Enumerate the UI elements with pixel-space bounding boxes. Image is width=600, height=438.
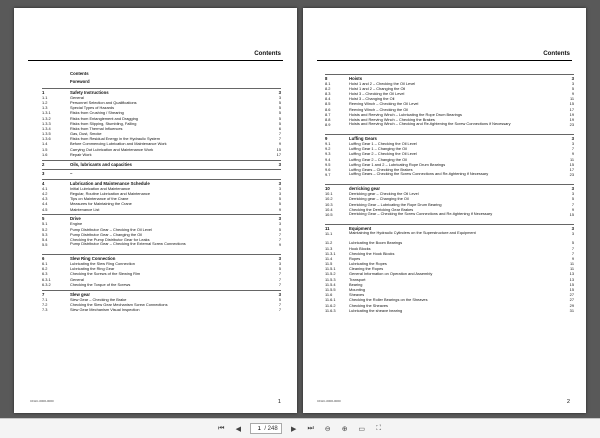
entry-title: Measures for Maintaining the Crane bbox=[70, 201, 132, 207]
entry-page: 3 bbox=[278, 191, 281, 196]
page-header: Contents bbox=[543, 50, 570, 57]
entry-page: 9 bbox=[278, 141, 281, 147]
entry-title: Luffing Gears – Checking the Screw Connections and Re-tightening if Necessary bbox=[349, 172, 489, 177]
entry-title: Lubricating the Ring Gear bbox=[70, 266, 115, 272]
entry-title: Cleaning the Ropes bbox=[349, 266, 384, 272]
entry-number: 11.5.2 bbox=[325, 271, 336, 277]
next-page-icon[interactable]: ▶ bbox=[290, 425, 297, 433]
entry-number: 10.4 bbox=[325, 206, 333, 212]
entry-number: 9.3 bbox=[325, 151, 331, 157]
entry-number: 4.5 bbox=[42, 206, 48, 212]
entry-page: 5 bbox=[278, 115, 281, 121]
page-number-input[interactable] bbox=[254, 426, 264, 432]
entry-page: 17 bbox=[276, 151, 281, 157]
viewer-toolbar bbox=[0, 418, 600, 438]
entry-number: 5.2 bbox=[42, 226, 48, 232]
entry-title: Risks from Residual Energy in the Hydraulic System bbox=[70, 136, 160, 142]
entry-number: 5.5 bbox=[42, 242, 48, 248]
toc-section[interactable] bbox=[42, 290, 281, 297]
entry-number: 9 bbox=[325, 136, 328, 142]
toc-entry[interactable] bbox=[325, 122, 574, 131]
entry-number: 9.5 bbox=[325, 161, 331, 167]
toc-section[interactable] bbox=[42, 169, 281, 176]
entry-page: 19 bbox=[569, 116, 574, 122]
document-page-2 bbox=[303, 8, 586, 413]
entry-page: 5 bbox=[278, 226, 281, 232]
entry-number: 5 bbox=[42, 216, 45, 222]
entry-page: 7 bbox=[278, 236, 281, 242]
toc-entry[interactable] bbox=[42, 282, 281, 287]
entry-title: Risks from Slipping, Stumbling, Falling bbox=[70, 120, 137, 126]
fullscreen-icon[interactable]: ⛶ bbox=[376, 424, 382, 432]
entry-page: 15 bbox=[569, 161, 574, 167]
entry-number: 7 bbox=[42, 291, 45, 297]
entry-number: 11.4 bbox=[325, 255, 333, 261]
entry-number: 4.1 bbox=[42, 185, 48, 191]
entry-title: Checking the Derricking Gear Brakes bbox=[349, 206, 414, 212]
entry-page: 3 bbox=[571, 80, 574, 86]
entry-page: 27 bbox=[569, 297, 574, 303]
toc-section[interactable] bbox=[42, 160, 281, 167]
entry-title: Hoists and Reeving Winch – Lubricating the Rope Drum Bearings bbox=[349, 111, 462, 117]
entry-page: 15 bbox=[569, 211, 574, 217]
entry-page: 11 bbox=[569, 261, 574, 267]
page-header: Contents bbox=[254, 50, 281, 57]
entry-title: Derricking Gear – Lubricating the Rope Drum Bearing bbox=[349, 201, 442, 207]
entry-page: 13 bbox=[569, 276, 574, 282]
entry-title: Slew Gear – Checking the Brake bbox=[70, 296, 127, 302]
entry-page: 17 bbox=[569, 106, 574, 112]
entry-page: 7 bbox=[278, 306, 281, 312]
entry-number: 1 bbox=[42, 89, 45, 95]
entry-title: Risks from Crushing / Shearing bbox=[70, 110, 124, 116]
entry-page: 7 bbox=[571, 250, 574, 256]
entry-title: Luffing Gear 2 – Checking the Oil Level bbox=[349, 151, 417, 157]
prev-page-icon[interactable]: ◀ bbox=[235, 425, 241, 433]
entry-number: 5.4 bbox=[42, 236, 48, 242]
entry-number: 11.5.1 bbox=[325, 266, 336, 272]
entry-title: Ropes bbox=[349, 255, 361, 261]
entry-title: Pump Distributor Gear – Changing the Oil bbox=[70, 231, 143, 237]
entry-title: General bbox=[70, 276, 84, 282]
entry-number: 5.3 bbox=[42, 231, 48, 237]
entry-title: Luffing Gear 1 and 2 – Lubricating Rope Drum Bearings bbox=[349, 161, 446, 167]
toc-heading: Foreword bbox=[70, 78, 90, 84]
entry-number: 4.4 bbox=[42, 201, 48, 207]
entry-page: 7 bbox=[278, 276, 281, 282]
entry-page: 5 bbox=[278, 99, 281, 105]
entry-number: 10.2 bbox=[325, 196, 333, 202]
entry-page: 7 bbox=[278, 231, 281, 237]
entry-number: 8.5 bbox=[325, 101, 331, 107]
entry-number: 6.1 bbox=[42, 261, 48, 267]
toc-heading: Contents bbox=[70, 71, 89, 76]
entry-title: Checking the Pump Distributor Gear for Leaks bbox=[70, 236, 150, 242]
entry-number: 11.5.3 bbox=[325, 276, 336, 282]
entry-number: 6.3.1 bbox=[42, 276, 51, 282]
entry-page: 5 bbox=[278, 196, 281, 202]
entry-number: 11.5.5 bbox=[325, 287, 336, 292]
zoom-out-icon[interactable]: ⊖ bbox=[324, 425, 331, 433]
entry-page: 3 bbox=[278, 221, 281, 227]
entry-page: 11 bbox=[569, 266, 574, 272]
entry-number: 11.1 bbox=[325, 230, 333, 236]
entry-page: 3 bbox=[571, 191, 574, 197]
entry-number: 1.3.1 bbox=[42, 110, 51, 116]
entry-number: 2 bbox=[42, 161, 45, 167]
entry-number: 7.2 bbox=[42, 301, 48, 307]
zoom-in-icon[interactable]: ⊕ bbox=[341, 425, 348, 433]
entry-number: 11.5 bbox=[325, 261, 333, 267]
entry-number: 4 bbox=[42, 180, 45, 186]
entry-title: Hoists bbox=[349, 75, 363, 81]
entry-number: 11.3 bbox=[325, 245, 333, 251]
entry-page: 3 bbox=[278, 256, 281, 262]
toc-list bbox=[42, 70, 281, 312]
entry-page: 5 bbox=[278, 201, 281, 207]
entry-title: Tips on Maintenance of the Crane bbox=[70, 196, 129, 202]
toc-entry[interactable] bbox=[42, 152, 281, 157]
entry-page: 9 bbox=[571, 206, 574, 212]
entry-number: 6.3 bbox=[42, 271, 48, 277]
entry-title: Slew gear bbox=[70, 291, 91, 297]
entry-title: Lubricating the Ropes bbox=[349, 261, 387, 267]
entry-number: 1.3.3 bbox=[42, 120, 51, 126]
toc-section[interactable] bbox=[325, 224, 574, 231]
entry-title: Checking the Roller Bearings on the Sheaves bbox=[349, 297, 428, 303]
entry-number: 8.9 bbox=[325, 122, 331, 128]
entry-title: Oils, lubricants and capacities bbox=[70, 161, 132, 167]
entry-page: 23 bbox=[569, 122, 574, 128]
entry-page: 7 bbox=[278, 281, 281, 287]
entry-page: 7 bbox=[571, 245, 574, 251]
toc-section[interactable] bbox=[42, 88, 281, 95]
entry-title: – bbox=[70, 171, 73, 177]
entry-title: Initial Lubrication and Maintenance bbox=[70, 185, 131, 191]
entry-page: 5 bbox=[278, 110, 281, 116]
entry-page: 5 bbox=[278, 266, 281, 272]
entry-number: 8.3 bbox=[325, 90, 331, 96]
header-rule bbox=[28, 60, 283, 61]
entry-page: 3 bbox=[278, 89, 281, 95]
entry-page: 7 bbox=[278, 136, 281, 142]
entry-title: Slew Gear Mechanism Visual Inspection bbox=[70, 306, 140, 312]
entry-page: 15 bbox=[569, 287, 574, 292]
toc-section[interactable] bbox=[325, 134, 574, 141]
document-page-1 bbox=[14, 8, 297, 413]
entry-page: 15 bbox=[276, 146, 281, 152]
entry-number: 11.6.1 bbox=[325, 297, 336, 303]
entry-title: Special Types of Hazards bbox=[70, 105, 115, 111]
toc-entry[interactable] bbox=[42, 307, 281, 312]
entry-number: 9.4 bbox=[325, 156, 331, 162]
entry-page: 3 bbox=[278, 161, 281, 167]
entry-title: Lubricating the sheave bearing bbox=[349, 307, 403, 313]
first-page-icon[interactable]: ⏮ bbox=[218, 424, 225, 432]
entry-number: 10.1 bbox=[325, 191, 333, 197]
entry-title: Repair Work bbox=[70, 151, 92, 157]
entry-number: 1.3.5 bbox=[42, 131, 51, 137]
entry-number: 4.2 bbox=[42, 191, 48, 196]
entry-title: Regular, Routine Lubrication and Maintenance bbox=[70, 191, 151, 196]
entry-title: Luffing Gear 1 – Changing the Oil bbox=[349, 146, 407, 152]
entry-title: Carrying Out Lubrication and Maintenance Work bbox=[70, 146, 154, 152]
entry-number: 6.2 bbox=[42, 266, 48, 272]
entry-page: 13 bbox=[569, 271, 574, 277]
toc-section[interactable] bbox=[42, 254, 281, 261]
entry-title: Reeving Winch – Checking the Oil Level bbox=[349, 101, 419, 107]
entry-page: 9 bbox=[571, 90, 574, 96]
entry-title: Lubrication and Maintenance Schedule bbox=[70, 180, 150, 186]
entry-number: 3 bbox=[42, 171, 45, 177]
entry-page: 19 bbox=[569, 111, 574, 117]
entry-page: 5 bbox=[278, 120, 281, 126]
footer-code: CFHC-0000-0000 bbox=[317, 399, 341, 403]
page-number: 2 bbox=[566, 399, 570, 405]
entry-number: 9.2 bbox=[325, 146, 331, 152]
entry-number: 8.7 bbox=[325, 111, 331, 117]
fit-page-icon[interactable]: ▭ bbox=[358, 425, 365, 433]
entry-title: Hoist 1 and 2 – Checking the Oil Level bbox=[349, 80, 416, 86]
entry-page: 17 bbox=[569, 167, 574, 173]
entry-title: Sheaves bbox=[349, 292, 365, 298]
entry-page: 5 bbox=[571, 85, 574, 91]
entry-title: Lubricating the Boom Bearings bbox=[349, 240, 403, 246]
entry-title: Checking the Slew Gear Mechanism Screw Connections bbox=[70, 301, 168, 307]
entry-page: 9 bbox=[278, 242, 281, 248]
entry-title: Checking the Sheaves bbox=[349, 302, 388, 308]
entry-number: 11.6.2 bbox=[325, 302, 336, 308]
entry-title: Hoist 1 and 2 – Changing the Oil bbox=[349, 85, 406, 91]
toc-list bbox=[325, 71, 574, 313]
entry-page: 7 bbox=[571, 146, 574, 152]
entry-page: 29 bbox=[569, 302, 574, 308]
entry-page: 3 bbox=[278, 185, 281, 191]
entry-page: 15 bbox=[569, 101, 574, 107]
entry-page: 23 bbox=[569, 172, 574, 178]
entry-number: 1.3.6 bbox=[42, 136, 51, 142]
entry-page: 3 bbox=[571, 230, 574, 236]
entry-number: 11.3.1 bbox=[325, 250, 336, 256]
entry-title: derricking gear bbox=[349, 186, 381, 192]
entry-page: 5 bbox=[278, 296, 281, 302]
entry-number: 1.1 bbox=[42, 94, 48, 100]
entry-number: 11.2 bbox=[325, 240, 333, 246]
entry-title: Hook Blocks bbox=[349, 245, 371, 251]
entry-number: 10.3 bbox=[325, 201, 333, 207]
entry-title: Risks from Entanglement and Dragging bbox=[70, 115, 138, 121]
entry-page: 27 bbox=[569, 292, 574, 298]
entry-title: Equipment bbox=[349, 225, 372, 231]
entry-title: Hoists and Reeving Winch – Checking and Re-tightening the Screw Connections if Necessary bbox=[349, 122, 511, 127]
entry-title: Drive bbox=[70, 216, 81, 222]
entry-title: Luffing Gears bbox=[349, 136, 377, 142]
entry-title: Reeving Winch – Checking the Oil bbox=[349, 106, 409, 112]
entry-number: 11.6 bbox=[325, 292, 333, 298]
entry-number: 1.3.4 bbox=[42, 125, 51, 131]
entry-page bbox=[271, 170, 281, 176]
entry-title: Hoist 3 – Changing the Oil bbox=[349, 96, 395, 102]
entry-number: 1.4 bbox=[42, 141, 48, 147]
entry-title: Hoists and Reeving Winch – Checking the Brakes bbox=[349, 116, 435, 122]
entry-number: 11 bbox=[325, 225, 330, 231]
entry-page: 3 bbox=[571, 141, 574, 147]
toc-section[interactable] bbox=[325, 74, 574, 81]
entry-page: 9 bbox=[571, 255, 574, 261]
entry-page: 3 bbox=[278, 94, 281, 100]
page-indicator bbox=[250, 423, 281, 434]
entry-title: Maintenance List bbox=[70, 206, 100, 212]
entry-number: 10 bbox=[325, 186, 330, 192]
entry-number: 10.5 bbox=[325, 211, 333, 217]
toc-entry[interactable] bbox=[325, 172, 574, 181]
entry-title: Pump Distributor Gear – Checking the External Screw Connections bbox=[70, 242, 186, 247]
entry-page: 5 bbox=[571, 196, 574, 202]
entry-number: 8.8 bbox=[325, 116, 331, 122]
entry-title: Engine bbox=[70, 221, 83, 227]
entry-number: 9.6 bbox=[325, 167, 331, 173]
entry-page: 3 bbox=[571, 136, 574, 142]
entry-title: Slew Ring Connection bbox=[70, 256, 116, 262]
entry-title: Lubricating the Slew Ring Connection bbox=[70, 261, 135, 267]
toc-entry[interactable] bbox=[42, 207, 281, 212]
entry-page: 5 bbox=[278, 105, 281, 111]
entry-title: General bbox=[70, 94, 84, 100]
toc-entry[interactable] bbox=[325, 212, 574, 221]
entry-title: Checking the Torque of the Screws bbox=[70, 281, 131, 287]
toc-section[interactable] bbox=[325, 184, 574, 191]
entry-number: 11.5.4 bbox=[325, 281, 336, 287]
entry-title: Personnel Selection and Qualifications bbox=[70, 99, 137, 105]
entry-number: 1.6 bbox=[42, 151, 48, 157]
entry-title: Before Commencing Lubrication and Maintenance Work bbox=[70, 141, 167, 147]
entry-page: 3 bbox=[278, 261, 281, 267]
entry-number: 8.1 bbox=[325, 80, 331, 86]
entry-number: 4.3 bbox=[42, 196, 48, 202]
entry-page: 7 bbox=[278, 131, 281, 137]
entry-number: 8.4 bbox=[325, 96, 331, 102]
entry-page: 6 bbox=[278, 125, 281, 131]
entry-page: 31 bbox=[569, 307, 574, 313]
entry-title: Luffing Gears – Checking the Brakes bbox=[349, 167, 413, 173]
toc-entry[interactable] bbox=[42, 242, 281, 251]
entry-page: 3 bbox=[571, 225, 574, 231]
page-number: 1 bbox=[277, 399, 281, 405]
header-rule bbox=[317, 60, 572, 61]
entry-title: Checking the Screws of the Slewing Rim bbox=[70, 271, 141, 277]
entry-number: 1.2 bbox=[42, 99, 48, 105]
entry-page: 3 bbox=[571, 75, 574, 81]
entry-page: 7 bbox=[278, 301, 281, 307]
toc-entry[interactable] bbox=[325, 231, 574, 240]
entry-page: 9 bbox=[571, 151, 574, 157]
entry-number: 11.6.3 bbox=[325, 307, 336, 313]
entry-number: 8.2 bbox=[325, 85, 331, 91]
entry-title: Bearing bbox=[349, 281, 363, 287]
entry-number: 6 bbox=[42, 256, 45, 262]
entry-number: 1.3.2 bbox=[42, 115, 51, 121]
entry-number: 8.6 bbox=[325, 106, 331, 112]
footer-code: CFHC-0000-0000 bbox=[30, 399, 54, 403]
entry-number: 9.7 bbox=[325, 172, 331, 178]
entry-title: Safety Instructions bbox=[70, 89, 109, 95]
toc-entry[interactable] bbox=[325, 308, 574, 313]
entry-title: Hoist 3 – Checking the Oil Level bbox=[349, 90, 405, 96]
entry-number: 7.1 bbox=[42, 296, 48, 302]
entry-title: Checking the Hook Blocks bbox=[349, 250, 395, 256]
entry-number: 9.1 bbox=[325, 141, 331, 147]
entry-title: General Information on Operation and Assembly bbox=[349, 271, 433, 277]
entry-title: Maintaining the Hydraulic Cylinders on the Superstructure and Equipment bbox=[349, 230, 476, 235]
entry-title: Gas, Dust, Smoke bbox=[70, 131, 102, 137]
entry-number: 7.3 bbox=[42, 306, 48, 312]
page-total: / 248 bbox=[264, 425, 278, 432]
entry-page: 3 bbox=[278, 180, 281, 186]
entry-page: 3 bbox=[278, 216, 281, 222]
entry-title: Luffing Gear 1 – Checking the Oil Level bbox=[349, 141, 417, 147]
toc-section[interactable] bbox=[42, 214, 281, 221]
entry-title: Derricking gear – Checking the Oil Level bbox=[349, 191, 419, 197]
entry-number: 5.1 bbox=[42, 221, 48, 227]
entry-title: Pump Distributor Gear – Checking the Oil Level bbox=[70, 226, 152, 232]
entry-page: 9 bbox=[278, 206, 281, 212]
entry-page: 3 bbox=[571, 186, 574, 192]
last-page-icon[interactable]: ⏭ bbox=[307, 424, 314, 432]
entry-page: 5 bbox=[571, 240, 574, 246]
entry-page: 7 bbox=[278, 271, 281, 277]
entry-number: 8 bbox=[325, 75, 328, 81]
entry-title: Luffing Gear 2 – Changing the Oil bbox=[349, 156, 407, 162]
entry-title: Risks from Thermal Influences bbox=[70, 125, 123, 131]
entry-title: Derricking gear – Changing the Oil bbox=[349, 196, 409, 202]
entry-number: 6.3.2 bbox=[42, 281, 51, 287]
entry-title: Transport bbox=[349, 276, 366, 282]
entry-title: Derricking Gear – Checking the Screw Connections and Re-tightening if Necessary bbox=[349, 211, 493, 216]
entry-page: 3 bbox=[278, 291, 281, 297]
entry-page: 15 bbox=[569, 281, 574, 287]
entry-number: 1.5 bbox=[42, 146, 48, 152]
entry-number: 1.3 bbox=[42, 105, 48, 111]
entry-title: Mounting bbox=[349, 287, 366, 292]
entry-page: 7 bbox=[571, 201, 574, 207]
toc-section[interactable] bbox=[42, 179, 281, 186]
entry-page: 11 bbox=[569, 156, 574, 162]
entry-page: 11 bbox=[569, 96, 574, 102]
